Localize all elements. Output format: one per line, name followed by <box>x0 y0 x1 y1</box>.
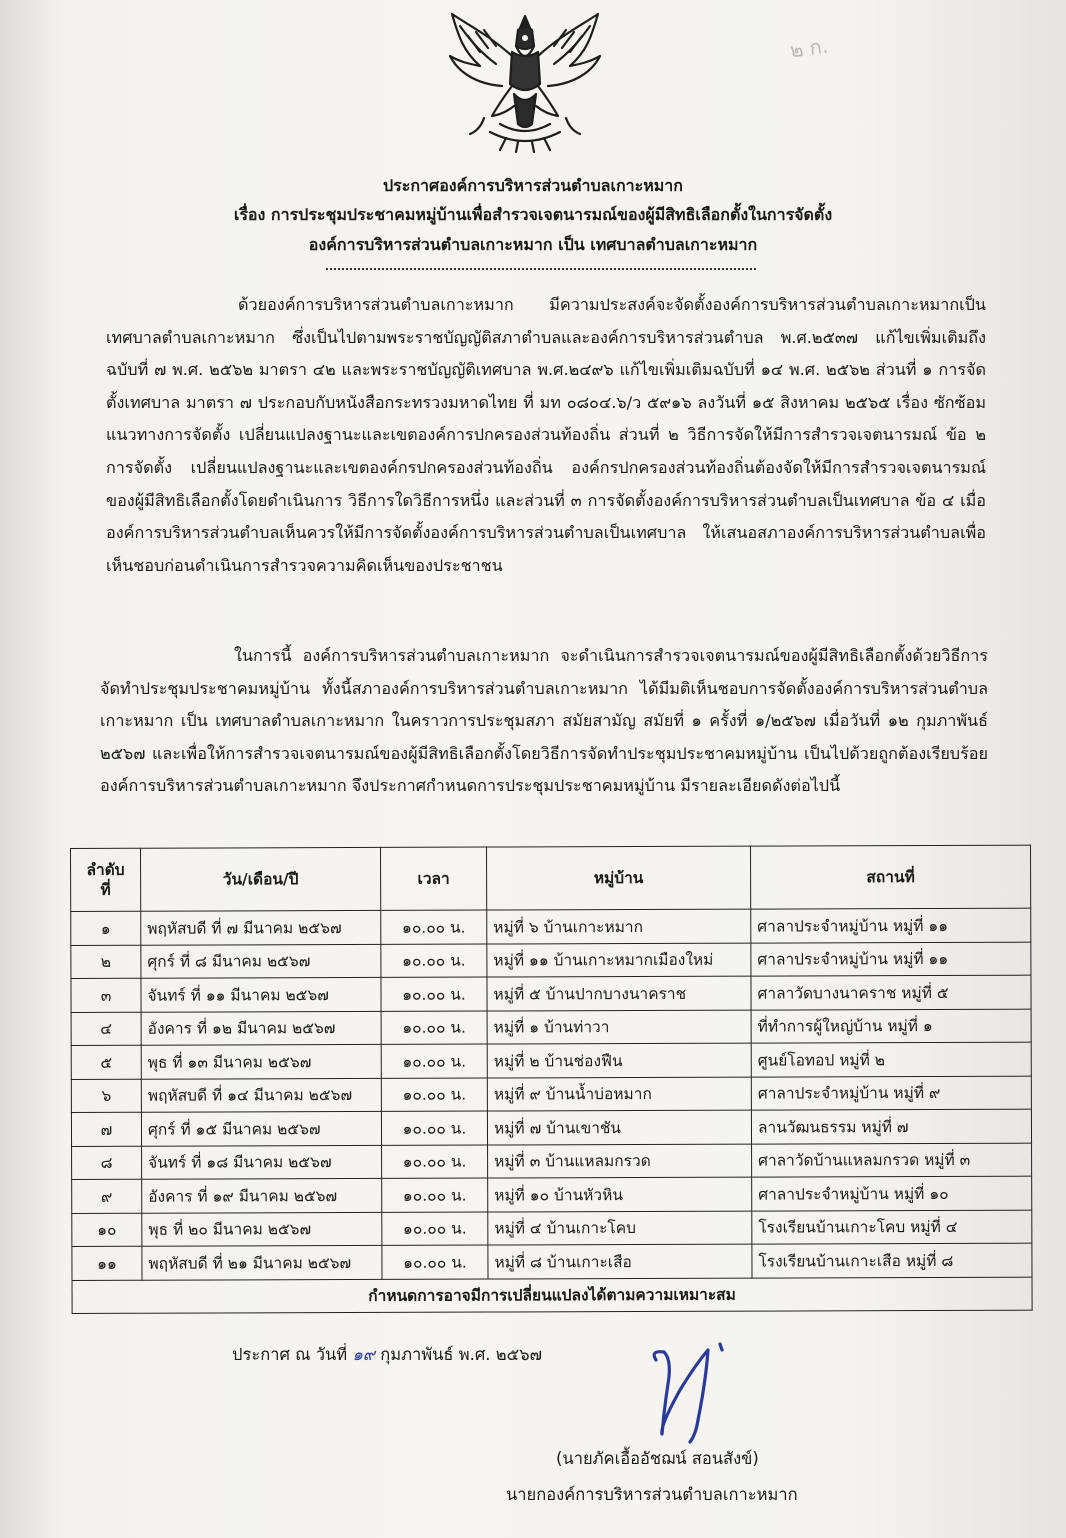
row-no: ๑ <box>71 911 141 945</box>
row-village: หมู่ที่ ๘ บ้านเกาะเสือ <box>488 1244 752 1278</box>
row-time: ๑๐.๐๐ น. <box>381 1011 487 1045</box>
row-time: ๑๐.๐๐ น. <box>381 1044 487 1078</box>
row-date: พุธ ที่ ๒๐ มีนาคม ๒๕๖๗ <box>142 1212 382 1246</box>
handwritten-day: ๑๙ <box>352 1345 375 1364</box>
table-row <box>71 908 1031 945</box>
date-suffix: กุมภาพันธ์ พ.ศ. ๒๕๖๗ <box>380 1345 543 1364</box>
row-place: ศาลาประจำหมู่บ้าน หมู่ที่ ๑๑ <box>751 908 1031 942</box>
signature-mark <box>620 1330 740 1450</box>
row-village: หมู่ที่ ๑๑ บ้านเกาะหมากเมืองใหม่ <box>487 943 751 977</box>
signer-name: (นายภัคเอื้ออัชฌน์ สอนสังข์) <box>556 1449 759 1468</box>
header-village: หมู่บ้าน <box>486 846 750 910</box>
row-no: ๔ <box>71 1012 141 1046</box>
row-time: ๑๐.๐๐ น. <box>381 977 487 1011</box>
table-row <box>72 1210 1032 1247</box>
row-village: หมู่ที่ ๔ บ้านเกาะโคบ <box>488 1211 752 1245</box>
row-time: ๑๐.๐๐ น. <box>382 1145 488 1179</box>
table-row <box>71 1009 1031 1046</box>
row-no: ๘ <box>72 1146 142 1180</box>
row-village: หมู่ที่ ๙ บ้านน้ำบ่อหมาก <box>487 1077 751 1111</box>
row-place: ที่ทำการผู้ใหญ่บ้าน หมู่ที่ ๑ <box>751 1009 1031 1043</box>
row-village: หมู่ที่ ๑ บ้านท่าวา <box>487 1010 751 1044</box>
schedule-change-note: กำหนดการอาจมีการเปลี่ยนแปลงได้ตามความเหมาะสม <box>72 1277 1032 1314</box>
row-no: ๑๑ <box>72 1246 142 1280</box>
header-place: สถานที่ <box>750 845 1030 909</box>
announcement-title: ประกาศองค์การบริหารส่วนตำบลเกาะหมาก <box>383 176 683 195</box>
table-row <box>71 1042 1031 1079</box>
row-village: หมู่ที่ ๗ บ้านเขาชัน <box>487 1110 751 1144</box>
row-village: หมู่ที่ ๓ บ้านแหลมกรวด <box>488 1144 752 1178</box>
row-no: ๕ <box>71 1045 141 1079</box>
row-date: พฤหัสบดี ที่ ๒๑ มีนาคม ๒๕๖๗ <box>142 1245 382 1279</box>
row-date: จันทร์ ที่ ๑๑ มีนาคม ๒๕๖๗ <box>141 977 381 1011</box>
header-no: ลำดับ ที่ <box>71 848 141 911</box>
row-time: ๑๐.๐๐ น. <box>381 1078 487 1112</box>
corner-pencil-note: ๒ ก. <box>788 33 830 63</box>
row-place: โรงเรียนบ้านเกาะเสือ หมู่ที่ ๘ <box>752 1243 1032 1277</box>
row-date: ศุกร์ ที่ ๑๕ มีนาคม ๒๕๖๗ <box>141 1111 381 1145</box>
row-date: พฤหัสบดี ที่ ๑๔ มีนาคม ๒๕๖๗ <box>141 1078 381 1112</box>
body-paragraph-2: ในการนี้ องค์การบริหารส่วนตำบลเกาะหมาก จะดำเนินการสำรวจเจตนารมณ์ของผู้มีสิทธิเลือกตั้งด้วยวิธีการจัดทำประชุมประชาคมหมู่บ้าน ทั้งนี้สภาองค์การบริหารส่วนตำบลเกาะหมาก ได้มีมติเห็นชอบการจัดตั้งองค์การบริหารส่วนตำบลเกาะหมาก เป็น เทศบาลตำบลเกาะหมาก ในคราวการประชุมสภา สมัยสามัญ สมัยที่ ๑ ครั้งที่ ๑/๒๕๖๗ เมื่อวันที่ ๑๒ กุมภาพันธ์ ๒๕๖๗ และเพื่อให้การสำรวจเจตนารมณ์ของผู้มีสิทธิเลือกตั้งโดยวิธีการจัดทำประชุมประชาคมหมู่บ้าน เป็นไปด้วยถูกต้องเรียบร้อย องค์การบริหารส่วนตำบลเกาะหมาก จึงประกาศกำหนดการประชุมประชาคมหมู่บ้าน มีรายละเอียดดังต่อไปนี้ <box>100 646 988 796</box>
row-date: พฤหัสบดี ที่ ๗ มีนาคม ๒๕๖๗ <box>141 910 381 944</box>
header-date: วัน/เดือน/ปี <box>141 847 381 911</box>
table-row <box>71 975 1031 1012</box>
row-no: ๙ <box>72 1179 142 1213</box>
row-no: ๓ <box>71 978 141 1012</box>
row-time: ๑๐.๐๐ น. <box>381 944 487 978</box>
table-row <box>72 1243 1032 1280</box>
row-village: หมู่ที่ ๖ บ้านเกาะหมาก <box>487 909 751 943</box>
table-footer-row <box>72 1277 1032 1314</box>
table-header-row <box>71 845 1031 911</box>
dotted-divider <box>326 268 756 270</box>
schedule-table <box>70 845 1033 1314</box>
row-place: ลานวัฒนธรรม หมู่ที่ ๗ <box>751 1109 1031 1143</box>
row-no: ๖ <box>71 1079 141 1113</box>
date-prefix: ประกาศ ณ วันที่ <box>232 1345 348 1364</box>
row-place: ศูนย์โอทอป หมู่ที่ ๒ <box>751 1042 1031 1076</box>
announcement-date <box>232 1342 542 1368</box>
announcement-subject: เรื่อง การประชุมประชาคมหมู่บ้านเพื่อสำรวจเจตนารมณ์ของผู้มีสิทธิเลือกตั้งในการจัดตั้ง <box>233 205 833 224</box>
row-village: หมู่ที่ ๑๐ บ้านหัวหิน <box>488 1177 752 1211</box>
row-place: ศาลาวัดบ้านแหลมกรวด หมู่ที่ ๓ <box>752 1143 1032 1177</box>
table-row <box>71 1076 1031 1113</box>
row-date: อังคาร ที่ ๑๙ มีนาคม ๒๕๖๗ <box>142 1178 382 1212</box>
table-row <box>71 1109 1031 1146</box>
table-row <box>71 942 1031 979</box>
signer-title: นายกองค์การบริหารส่วนตำบลเกาะหมาก <box>506 1485 798 1504</box>
row-date: ศุกร์ ที่ ๘ มีนาคม ๒๕๖๗ <box>141 944 381 978</box>
row-place: ศาลาประจำหมู่บ้าน หมู่ที่ ๑๑ <box>751 942 1031 976</box>
row-village: หมู่ที่ ๒ บ้านช่องฟืน <box>487 1043 751 1077</box>
row-time: ๑๐.๐๐ น. <box>381 910 487 944</box>
row-place: ศาลาประจำหมู่บ้าน หมู่ที่ ๑๐ <box>752 1176 1032 1210</box>
row-village: หมู่ที่ ๕ บ้านปากบางนาคราช <box>487 976 751 1010</box>
header-time: เวลา <box>380 847 486 910</box>
row-time: ๑๐.๐๐ น. <box>382 1245 488 1279</box>
row-no: ๑๐ <box>72 1213 142 1247</box>
row-place: ศาลาวัดบางนาคราช หมู่ที่ ๕ <box>751 975 1031 1009</box>
garuda-emblem-icon <box>440 6 610 156</box>
row-time: ๑๐.๐๐ น. <box>381 1111 487 1145</box>
row-place: ศาลาประจำหมู่บ้าน หมู่ที่ ๙ <box>751 1076 1031 1110</box>
announcement-subject-cont: องค์การบริหารส่วนตำบลเกาะหมาก เป็น เทศบาลตำบลเกาะหมาก <box>308 235 758 254</box>
body-paragraph-1: ด้วยองค์การบริหารส่วนตำบลเกาะหมาก มีความประสงค์จะจัดตั้งองค์การบริหารส่วนตำบลเกาะหมากเป็นเทศบาลตำบลเกาะหมาก ซึ่งเป็นไปตามพระราชบัญญัติสภาตำบลและองค์การบริหารส่วนตำบล พ.ศ.๒๕๓๗ แก้ไขเพิ่มเติมถึง ฉบับที่ ๗ พ.ศ. ๒๕๖๒ มาตรา ๔๒ และพระราชบัญญัติเทศบาล พ.ศ.๒๔๙๖ แก้ไขเพิ่มเติมฉบับที่ ๑๔ พ.ศ. ๒๕๖๒ ส่วนที่ ๑ การจัดตั้งเทศบาล มาตรา ๗ ประกอบกับหนังสือกระทรวงมหาดไทย ที่ มท ๐๘๐๔.๖/ว ๕๙๑๖ ลงวันที่ ๑๕ สิงหาคม ๒๕๖๕ เรื่อง ซักซ้อมแนวทางการจัดตั้ง เปลี่ยนแปลงฐานะและเขตองค์การปกครองส่วนท้องถิ่น ส่วนที่ ๒ วิธีการจัดให้มีการสำรวจเจตนารมณ์ ข้อ ๒ การจัดตั้ง เปลี่ยนแปลงฐานะและเขตองค์กรปกครองส่วนท้องถิ่น องค์กรปกครองส่วนท้องถิ่นต้องจัดให้มีการสำรวจเจตนารมณ์ของผู้มีสิทธิเลือกตั้งโดยดำเนินการ วิธีการใดวิธีการหนึ่ง และส่วนที่ ๓ การจัดตั้งองค์การบริหารส่วนตำบลเป็นเทศบาล ข้อ ๔ เมื่อองค์การบริหารส่วนตำบลเห็นควรให้มีการจัดตั้งองค์การบริหารส่วนตำบลเป็นเทศบาล ให้เสนอสภาองค์การบริหารส่วนตำบลเพื่อเห็นชอบก่อนดำเนินการสำรวจความคิดเห็นของประชาชน <box>106 295 986 575</box>
row-no: ๗ <box>71 1112 141 1146</box>
row-date: จันทร์ ที่ ๑๘ มีนาคม ๒๕๖๗ <box>142 1145 382 1179</box>
row-time: ๑๐.๐๐ น. <box>382 1178 488 1212</box>
row-time: ๑๐.๐๐ น. <box>382 1212 488 1246</box>
row-no: ๒ <box>71 945 141 979</box>
row-date: อังคาร ที่ ๑๒ มีนาคม ๒๕๖๗ <box>141 1011 381 1045</box>
table-row <box>72 1176 1032 1213</box>
table-row <box>72 1143 1032 1180</box>
row-date: พุธ ที่ ๑๓ มีนาคม ๒๕๖๗ <box>141 1044 381 1078</box>
row-place: โรงเรียนบ้านเกาะโคบ หมู่ที่ ๔ <box>752 1210 1032 1244</box>
